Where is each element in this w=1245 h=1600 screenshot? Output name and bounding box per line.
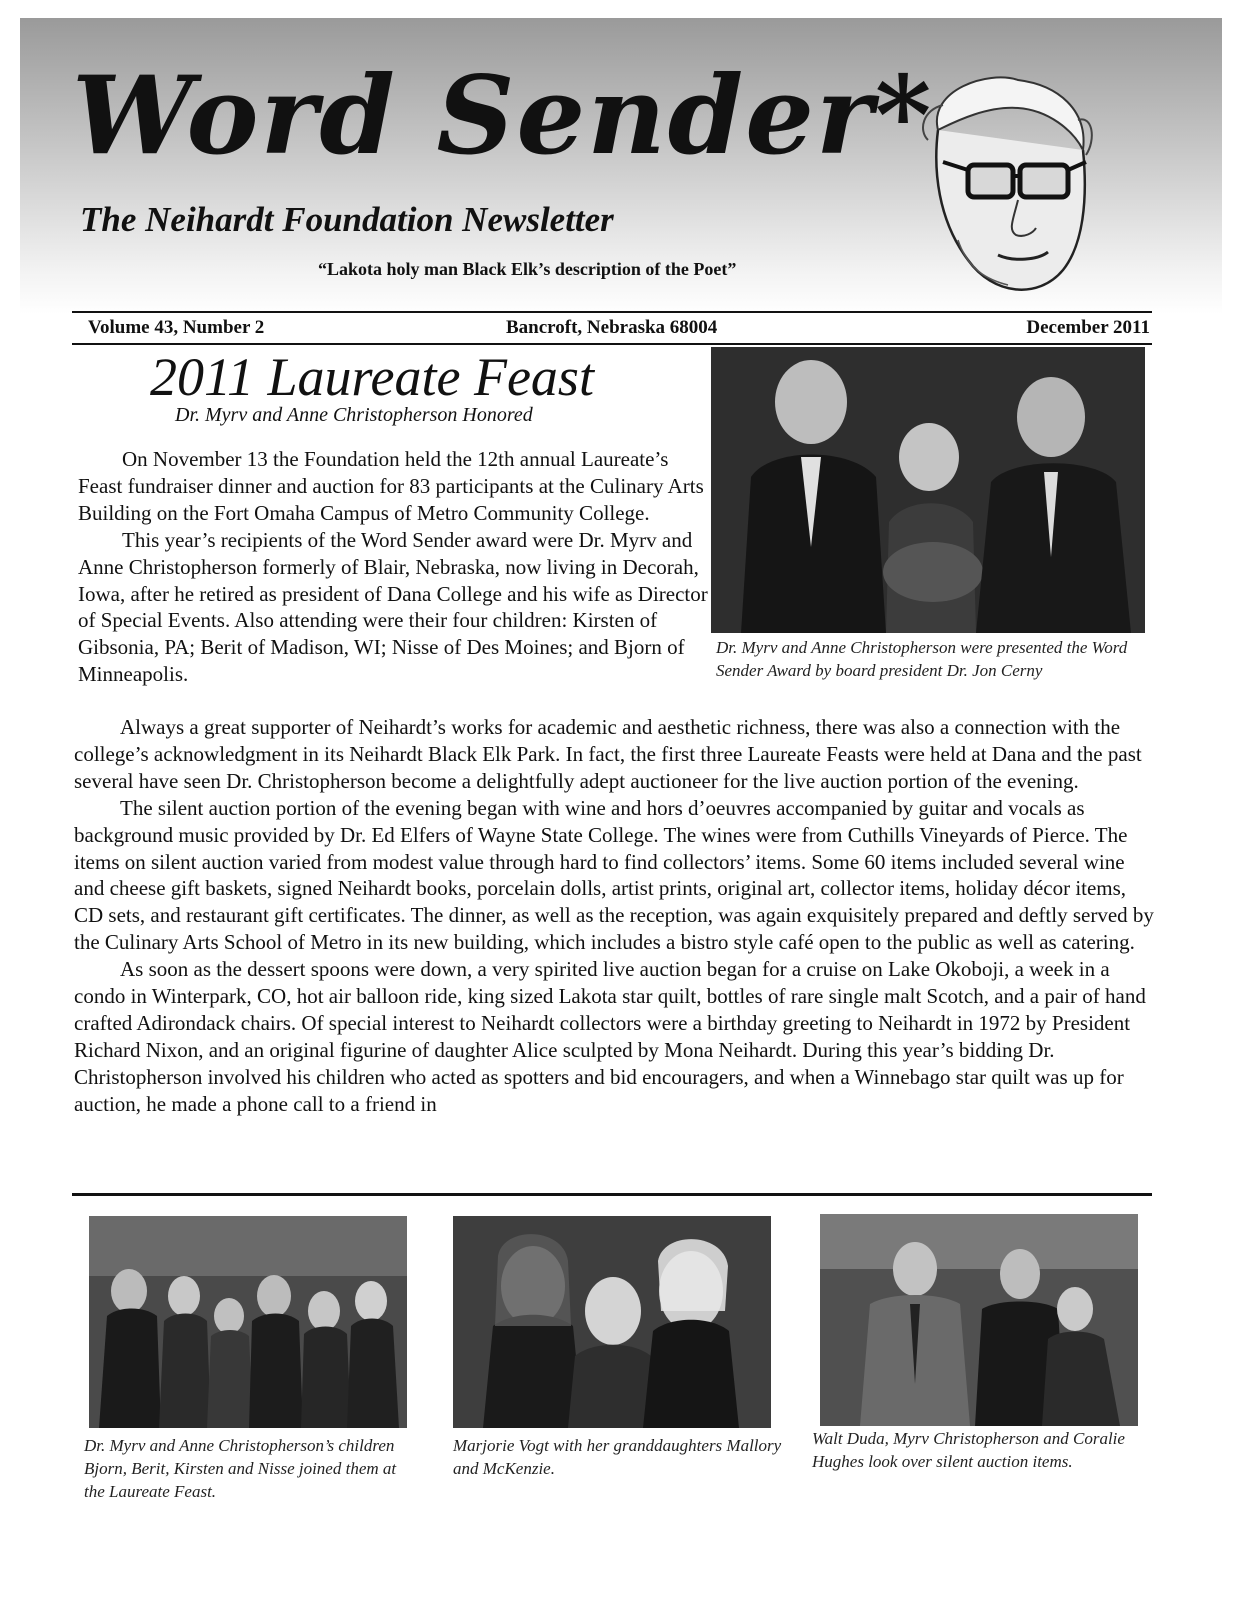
- issue-volume: Volume 43, Number 2: [88, 317, 265, 338]
- issue-date: December 2011: [1026, 317, 1150, 338]
- issue-top-rule: [72, 311, 1152, 313]
- article-paragraph: Always a great supporter of Neihardt’s works for academic and aesthetic richness, there was also a connection with the college’s acknowledgment in its Neihardt Black Elk Park. In fact, the first three Laureate Feasts were held at Dana and the past several have seen Dr. Christopherson become a delightfully adept auctioneer for the live auction portion of the evening.: [74, 715, 1142, 793]
- family-photo-caption: Dr. Myrv and Anne Christopherson’s children Bjorn, Berit, Kirsten and Nisse joined them at the Laureate Feast.: [84, 1436, 397, 1501]
- issue-bottom-rule: [72, 343, 1152, 345]
- newsletter-subtitle: The Neihardt Foundation Newsletter: [80, 200, 614, 239]
- silent-auction-photo: [820, 1214, 1138, 1426]
- issue-info-bar: [88, 317, 1150, 341]
- main-photo-caption: Dr. Myrv and Anne Christopherson were presented the Word Sender Award by board president Dr. Jon Cerny: [716, 638, 1128, 680]
- photo-section-rule: [72, 1193, 1152, 1196]
- poet-portrait-illustration: [898, 70, 1098, 306]
- family-group-photo: [89, 1216, 407, 1428]
- issue-location: Bancroft, Nebraska 68004: [506, 317, 718, 338]
- masthead-tagline: “Lakota holy man Black Elk’s description of the Poet”: [318, 259, 737, 279]
- grandmother-photo: [453, 1216, 771, 1428]
- article-column-text: [78, 446, 710, 688]
- article-paragraph: On November 13 the Foundation held the 12th annual Laureate’s Feast fundraiser dinner and auction for 83 participants at the Culinary Arts Building on the Fort Omaha Campus of Metro Community College.: [78, 447, 704, 525]
- article-paragraph: This year’s recipients of the Word Sender award were Dr. Myrv and Anne Christopherson formerly of Blair, Nebraska, now living in Decorah, Iowa, after he retired as president of Dana College and his wife as Director of Special Events. Also attending were their four children: Kirsten of Gibsonia, PA; Berit of Madison, WI; Nisse of Des Moines; and Bjorn of Minneapolis.: [78, 527, 708, 687]
- article-paragraph: The silent auction portion of the evening began with wine and hors d’oeuvres accompanied by guitar and vocals as background music provided by Dr. Ed Elfers of Wayne State College. The wines were from Cuthills Vineyards of Pierce. The items on silent auction varied from modest value through hard to find collectors’ items. Some 60 items included several wine and cheese gift baskets, signed Neihardt books, porcelain dolls, artist prints, original art, collector items, holiday décor items, CD sets, and restaurant gift certificates. The dinner, as well as the reception, was again exquisitely prepared and deftly served by the Culinary Arts School of Metro in its new building, which includes a bistro style café open to the public as well as catering.: [74, 795, 1154, 955]
- silent-auction-photo-caption: Walt Duda, Myrv Christopherson and Coralie Hughes look over silent auction items.: [812, 1429, 1125, 1471]
- article-paragraph: As soon as the dessert spoons were down, a very spirited live auction began for a cruise on Lake Okoboji, a week in a condo in Winterpark, CO, hot air balloon ride, king sized Lakota star quilt, bottles of rare single malt Scotch, and a pair of hand crafted Adirondack chairs. Of special interest to Neihardt collectors were a birthday greeting to Neihardt in 1972 by President Richard Nixon, and an original figurine of daughter Alice sculpted by Mona Neihardt. During this year’s bidding Dr. Christopherson involved his children who acted as spotters and bid encouragers, and when a Winnebago star quilt was up for auction, he made a phone call to a friend in: [74, 957, 1146, 1116]
- grandmother-photo-caption: Marjorie Vogt with her granddaughters Mallory and McKenzie.: [453, 1436, 782, 1478]
- article-deck: Dr. Myrv and Anne Christopherson Honored: [175, 404, 533, 426]
- newsletter-title: Word Sender*: [72, 53, 934, 179]
- article-headline: 2011 Laureate Feast: [150, 347, 594, 407]
- main-award-photo: [711, 347, 1145, 633]
- article-body-text: [74, 714, 1159, 1118]
